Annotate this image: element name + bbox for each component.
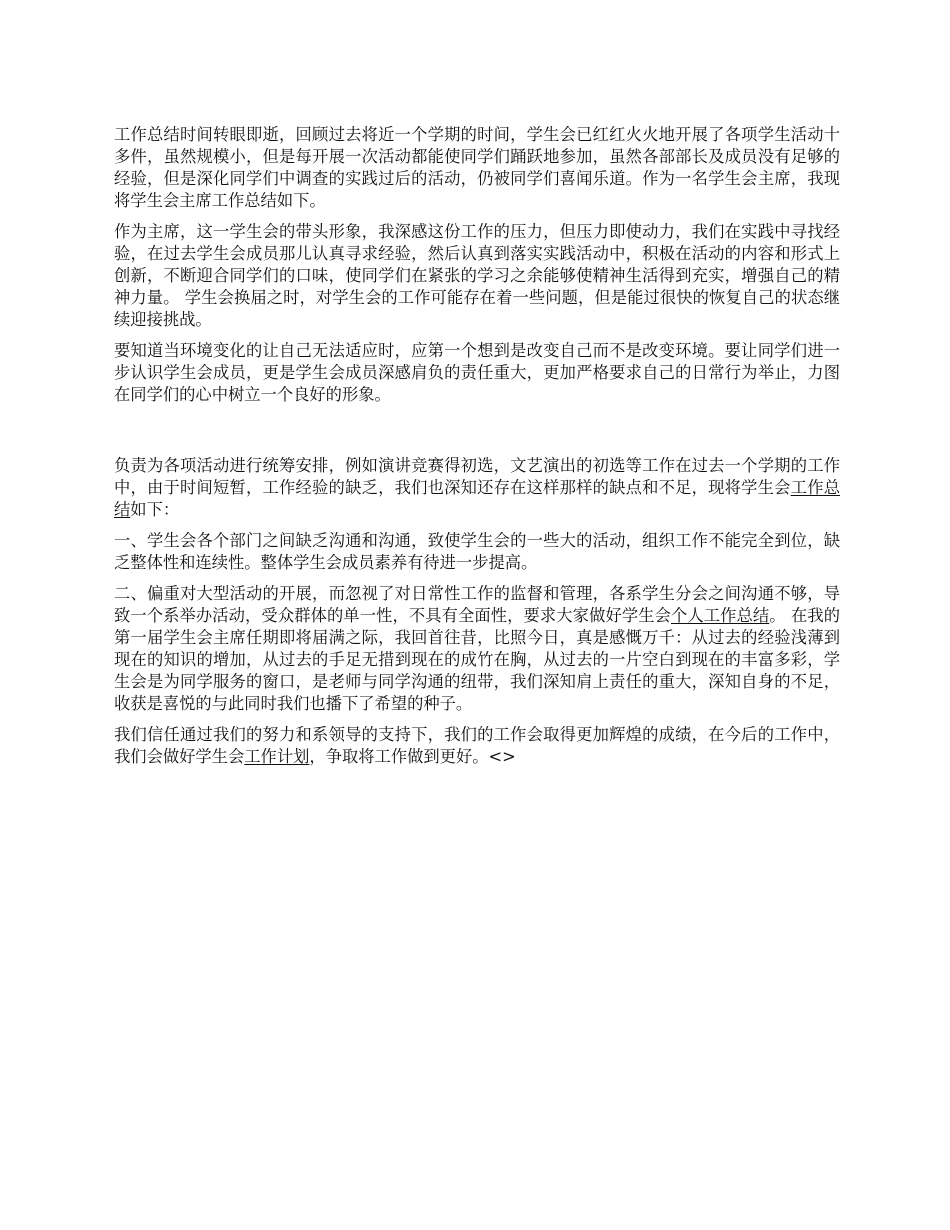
paragraph-text: 负责为各项活动进行统筹安排，例如演讲竞赛得初选，文艺演出的初选等工作在过去一个学期的工作中，由于时间短暂，工作经验的缺乏，我们也深知还存在这样那样的缺点和不足，现将学生会 [114, 456, 840, 497]
paragraph-conclusion [114, 724, 840, 768]
paragraph-shortcomings-intro [114, 455, 840, 521]
paragraph-chairman-role: 作为主席，这一学生会的带头形象，我深感这份工作的压力，但压力即使动力，我们在实践中寻找经验，在过去学生会成员那儿认真寻求经验，然后认真到落实实践活动中，积极在活动的内容和形式上创新，不断迎合同学们的口味，使同学们在紧张的学习之余能够使精神生活得到充实，增强自己的精神力量。 学生会换届之时，对学生会的工作可能存在着一些问题，但是能过很快的恢复自己的状态继续迎接挑战。 [114, 222, 840, 329]
paragraph-self-change: 要知道当环境变化的让自己无法适应时，应第一个想到是改变自己而不是改变环境。要让同学们进一步认识学生会成员，更是学生会成员深感肩负的责任重大，更加严格要求自己的日常行为举止，力图在同学们的心中树立一个良好的形象。 [114, 341, 840, 404]
work-plan-link[interactable]: 工作计划 [244, 747, 310, 766]
personal-work-summary-link[interactable]: 个人工作总结 [670, 606, 770, 625]
paragraph-text: 二、偏重对大型活动的开展，而忽视了对日常性工作的监督和管理，各系学生分会之间沟通不够，导致一个系举办活动，受众群体的单一性，不具有全面性，要求大家做好学生会 [114, 584, 840, 625]
paragraph-text: 我们信任通过我们的努力和系领导的支持下，我们的工作会取得更加辉煌的成绩，在今后的工作中，我们会做好学生会 [114, 725, 840, 766]
work-summary-link[interactable]: 工作总结 [114, 478, 840, 519]
paragraph-intro: 工作总结时间转眼即逝，回顾过去将近一个学期的时间，学生会已红红火火地开展了各项学生活动十多件，虽然规模小，但是每开展一次活动都能使同学们踊跃地参加，虽然各部部长及成员没有足够的经验，但是深化同学们中调查的实践过后的活动，仍被同学们喜闻乐道。作为一名学生会主席，我现将学生会主席工作总结如下。 [114, 125, 840, 210]
document-body [114, 124, 840, 768]
paragraph-point-one: 一、学生会各个部门之间缺乏沟通和沟通，致使学生会的一些大的活动，组织工作不能完全到位，缺乏整体性和连续性。整体学生会成员素养有待进一步提高。 [114, 531, 840, 572]
paragraph-text: 如下： [130, 500, 180, 519]
paragraph-point-two [114, 583, 840, 715]
paragraph-text: ，争取将工作做到更好。<> [309, 747, 516, 766]
paragraph-text: 。 在我的第一届学生会主席任期即将届满之际，我回首往昔，比照今日，真是感慨万千：从过去的经验浅薄到现在的知识的增加，从过去的手足无措到现在的成竹在胸，从过去的一片空白到现在的丰富多彩，学生会是为同学服务的窗口，是老师与同学沟通的纽带，我们深知肩上责任的重大，深知自身的不足，收获是喜悦的与此同时我们也播下了希望的种子。 [114, 606, 840, 713]
